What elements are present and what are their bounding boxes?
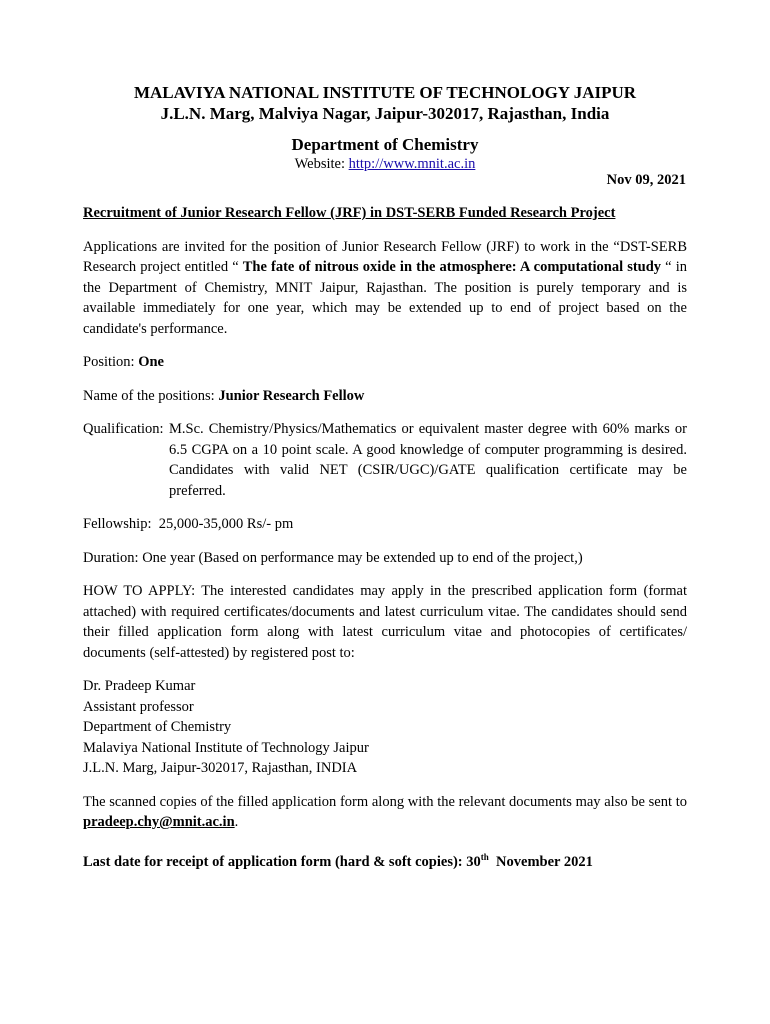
institute-address: J.L.N. Marg, Malviya Nagar, Jaipur-302017, Rajasthan, India	[160, 104, 610, 123]
contact-postal-address: J.L.N. Marg, Jaipur-302017, Rajasthan, INDIA	[83, 760, 358, 776]
last-date-superscript: th	[480, 851, 489, 862]
contact-email-link[interactable]: pradeep.chy@mnit.ac.in	[83, 814, 235, 830]
last-date-line	[83, 852, 687, 873]
position-name-value: Junior Research Fellow	[218, 387, 365, 404]
intro-paragraph	[83, 237, 687, 340]
contact-department: Department of Chemistry	[83, 719, 232, 735]
contact-name: Dr. Pradeep Kumar	[83, 678, 196, 694]
intro-text-1: Applications are invited for the position of Junior Research Fellow (JRF) to work in the “DST-SERB Research project entitled “	[83, 238, 687, 275]
last-date-prefix: Last date for receipt of application form (hard & soft copies): 30	[83, 853, 481, 870]
position-name-label: Name of the positions:	[83, 387, 219, 404]
contact-designation: Assistant professor	[83, 698, 194, 715]
notice-title: Recruitment of Junior Research Fellow (JRF) in DST-SERB Funded Research Project	[83, 205, 616, 221]
qualification-label: Qualification:	[83, 421, 164, 437]
last-date-suffix: November 2021	[488, 853, 593, 870]
intro-text-2: “ in the Department of Chemistry, MNIT Jaipur, Rajasthan. The position is purely temporary and is available immediately for one year, which may be extended up to end of project based on the candidate's performance.	[83, 259, 687, 337]
website-label: Website:	[294, 156, 345, 172]
scanned-end: .	[234, 814, 239, 830]
contact-institute: Malaviya National Institute of Technology Jaipur	[83, 739, 369, 756]
institute-name: MALAVIYA NATIONAL INSTITUTE OF TECHNOLOGY JAIPUR	[133, 83, 637, 102]
scanned-copies-paragraph	[83, 792, 687, 833]
notice-body	[83, 203, 687, 872]
project-title: The fate of nitrous oxide in the atmosphere: A computational study	[242, 259, 662, 275]
position-line	[83, 352, 687, 373]
position-name-line	[83, 386, 687, 407]
letterhead	[0, 82, 770, 173]
position-value: One	[138, 354, 164, 370]
contact-address	[83, 676, 687, 779]
position-label: Position:	[83, 354, 139, 370]
qualification-block	[83, 419, 687, 501]
scanned-text: The scanned copies of the filled application form along with the relevant documents may also be sent to	[83, 793, 687, 810]
fellowship-line: Fellowship: 25,000-35,000 Rs/- pm	[83, 516, 294, 532]
duration-line: Duration: One year (Based on performance may be extended up to end of the project,)	[83, 549, 583, 566]
qualification-text: M.Sc. Chemistry/Physics/Mathematics or equivalent master degree with 60% marks or 6.5 CGPA on a 10 point scale. A good knowledge of computer programming is desired. Candidates with valid NET (CSIR/UGC)/GATE qualification certificate may be preferred.	[169, 421, 687, 499]
department-name: Department of Chemistry	[291, 135, 479, 154]
how-to-apply-paragraph: HOW TO APPLY: The interested candidates may apply in the prescribed application form (format attached) with required certificates/documents and latest curriculum vitae. The candidates should send their filled application form along with latest curriculum vitae and photocopies of certificates/ documents (self-attested) by registered post to:	[83, 583, 687, 661]
website-link[interactable]: http://www.mnit.ac.in	[348, 156, 476, 172]
notice-date: Nov 09, 2021	[606, 172, 686, 188]
